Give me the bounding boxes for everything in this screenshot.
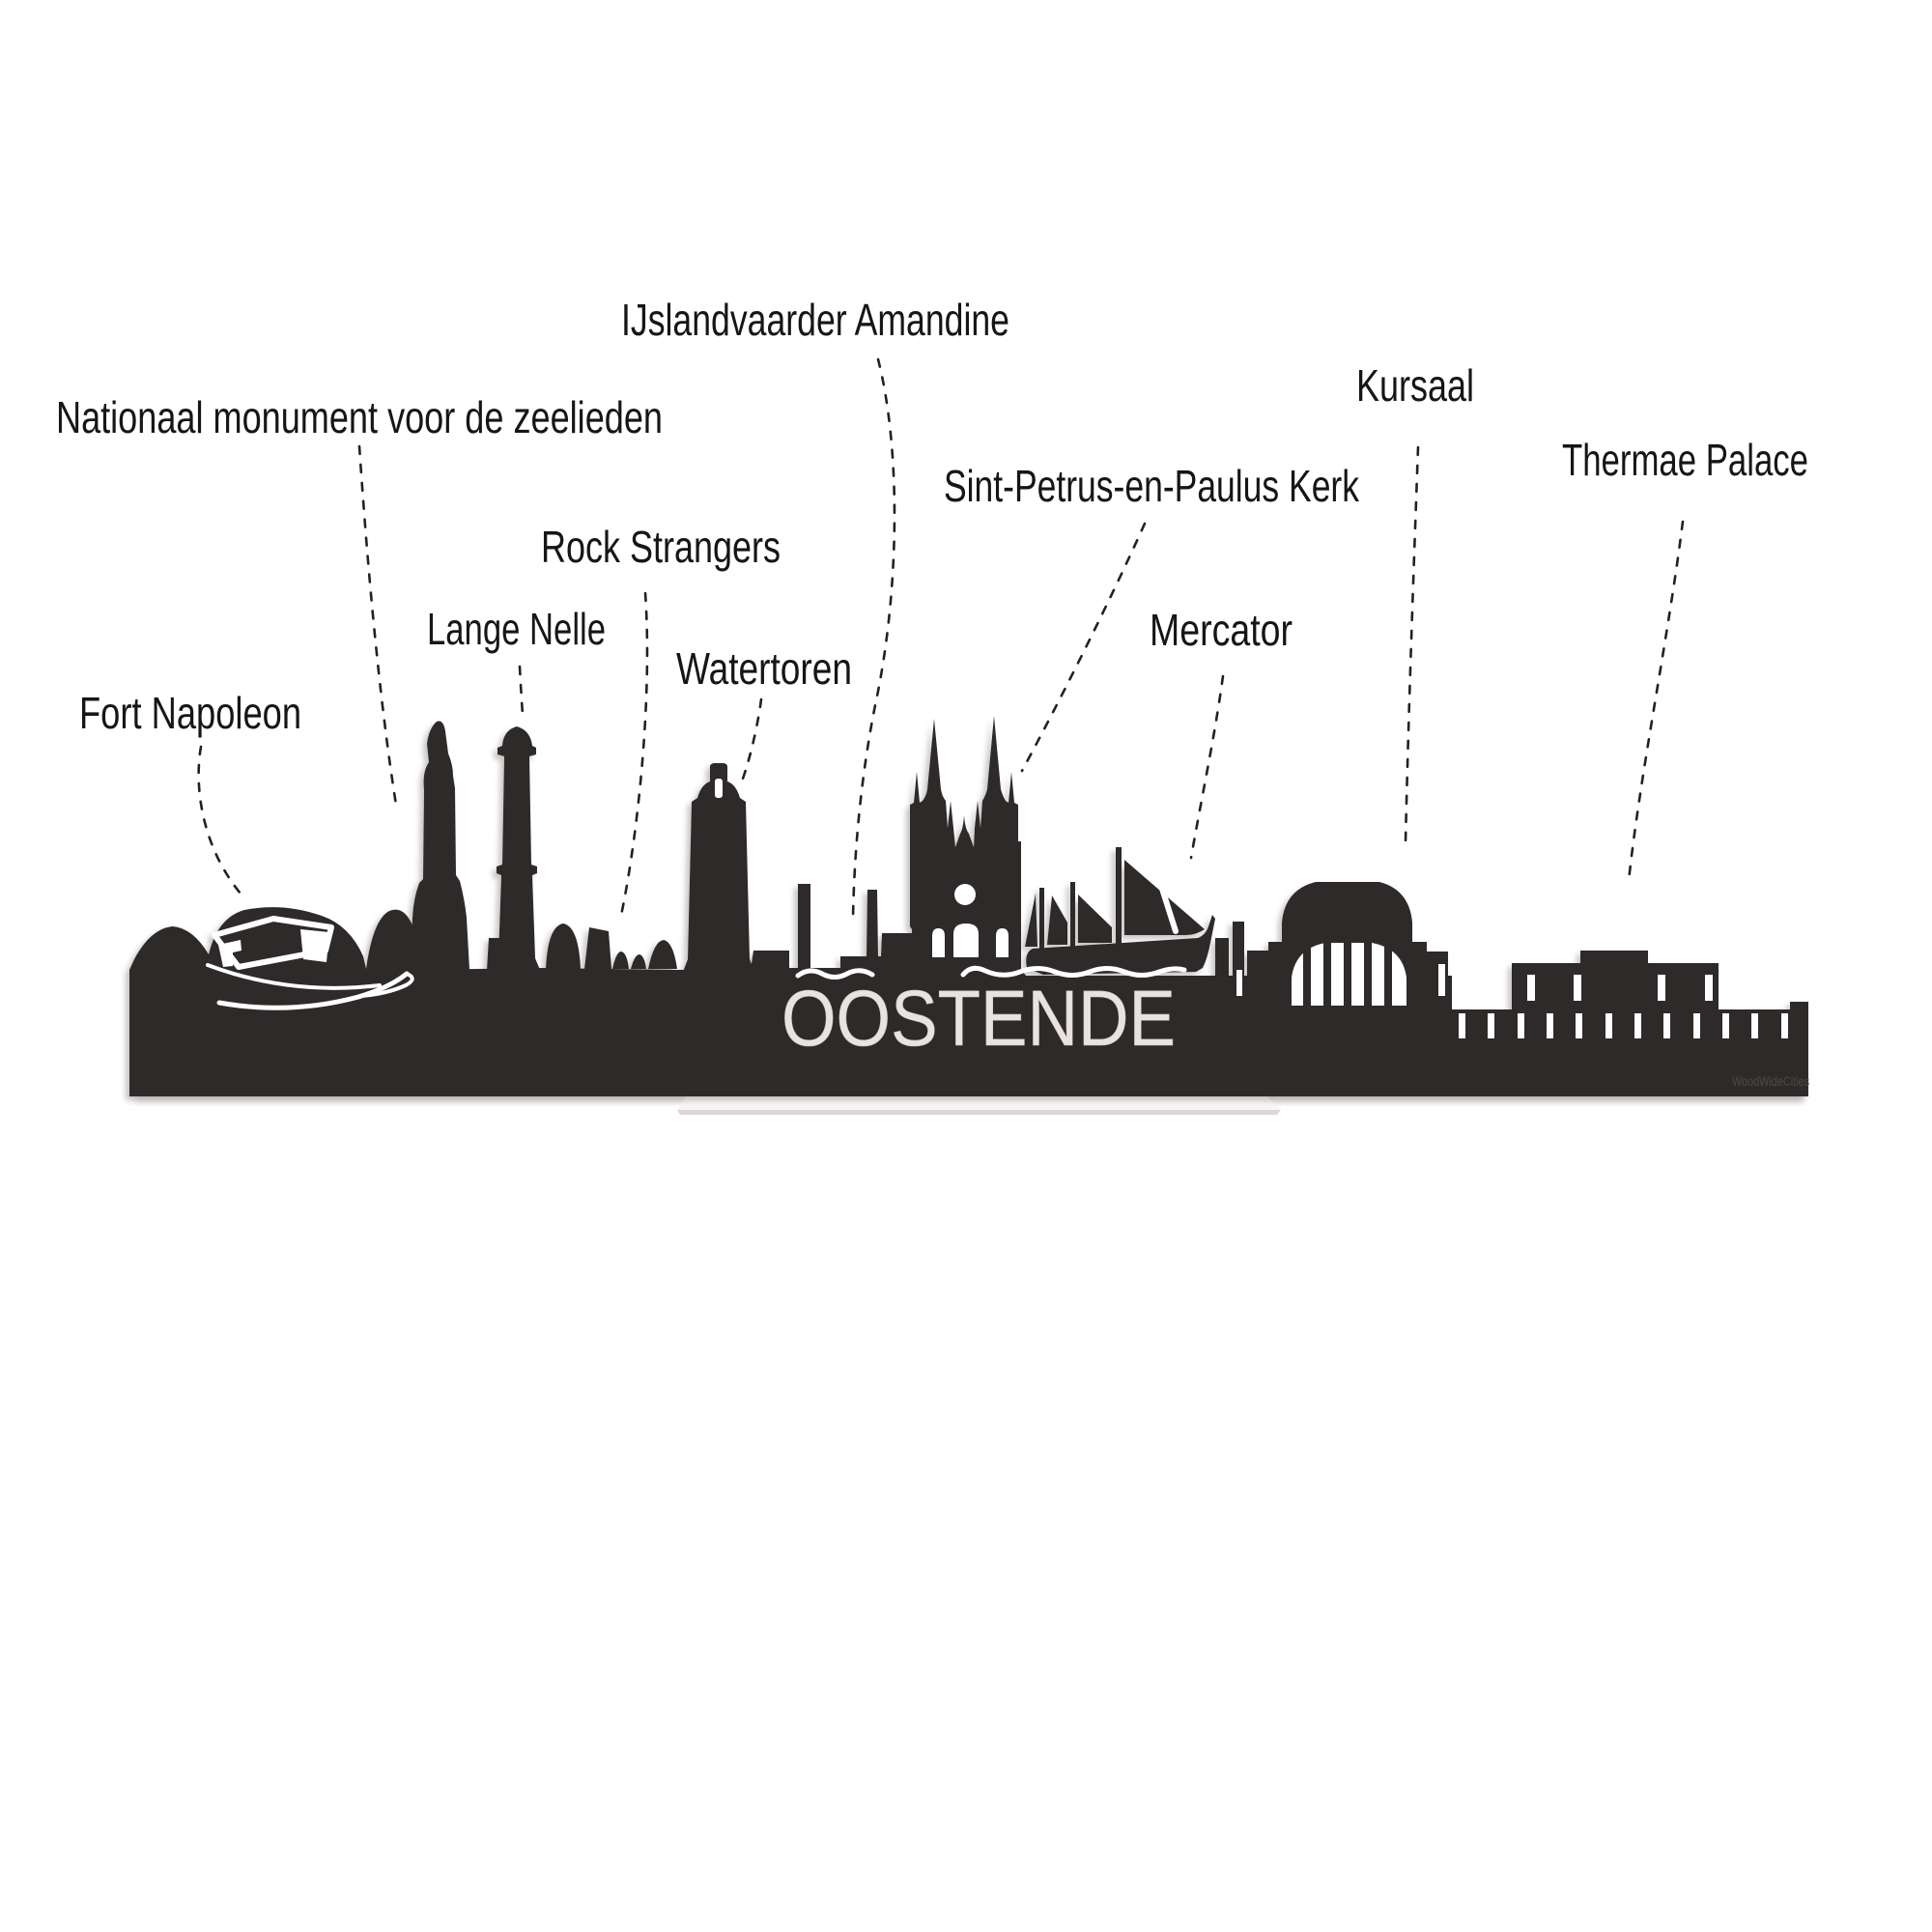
label-rock-strangers: Rock Strangers <box>541 522 781 572</box>
mast-pole-shape <box>1016 841 1021 970</box>
leader-mercator <box>1191 676 1223 858</box>
leader-rock-strangers <box>620 593 647 920</box>
annotation-fort-napoleon <box>79 688 301 894</box>
label-fort-napoleon: Fort Napoleon <box>79 688 301 738</box>
label-mercator: Mercator <box>1150 605 1293 655</box>
leader-lange-nelle <box>520 667 523 715</box>
leader-watertoren <box>743 699 761 779</box>
leader-thermae-palace <box>1629 522 1683 881</box>
annotation-nationaal-monument <box>56 392 663 805</box>
label-thermae-palace: Thermae Palace <box>1562 435 1808 485</box>
leader-ijslandvaarder-amandine <box>853 359 895 920</box>
chimney-shape <box>798 884 810 968</box>
chimney-shape-2 <box>867 890 878 956</box>
watermark: WoodWideCities <box>1732 1073 1809 1089</box>
rock-strangers-shape <box>546 923 677 969</box>
lange-nelle-shape <box>494 726 540 970</box>
annotation-lange-nelle <box>427 604 606 715</box>
annotation-watertoren <box>676 643 852 779</box>
leader-sint-petrus-en-paulus-kerk <box>1022 524 1145 771</box>
harbor-blocks-shape <box>1215 922 1268 976</box>
label-lange-nelle: Lange Nelle <box>427 604 606 654</box>
label-nationaal-monument: Nationaal monument voor de zeelieden <box>56 392 663 442</box>
watertoren-slot-cutout <box>715 779 723 798</box>
annotation-thermae-palace <box>1562 435 1808 881</box>
annotation-mercator <box>1150 605 1293 858</box>
city-name-cutout: OOSTENDE <box>781 975 1176 1063</box>
label-ijslandvaarder-amandine: IJslandvaarder Amandine <box>621 295 1009 345</box>
leader-nationaal-monument <box>359 446 396 805</box>
leader-kursaal <box>1406 447 1418 842</box>
label-kursaal: Kursaal <box>1356 360 1474 411</box>
annotation-kursaal <box>1356 360 1474 842</box>
skyline-silhouette <box>129 716 1809 1096</box>
mercator-ship-shape <box>1025 847 1215 975</box>
nationaal-monument-shape <box>410 721 469 970</box>
label-sint-petrus-en-paulus-kerk: Sint-Petrus-en-Paulus Kerk <box>944 461 1360 511</box>
label-watertoren: Watertoren <box>676 643 852 694</box>
thermae-palace-shape <box>1512 951 1719 1009</box>
harbor-block-shape <box>487 938 512 970</box>
leader-fort-napoleon <box>199 747 241 894</box>
